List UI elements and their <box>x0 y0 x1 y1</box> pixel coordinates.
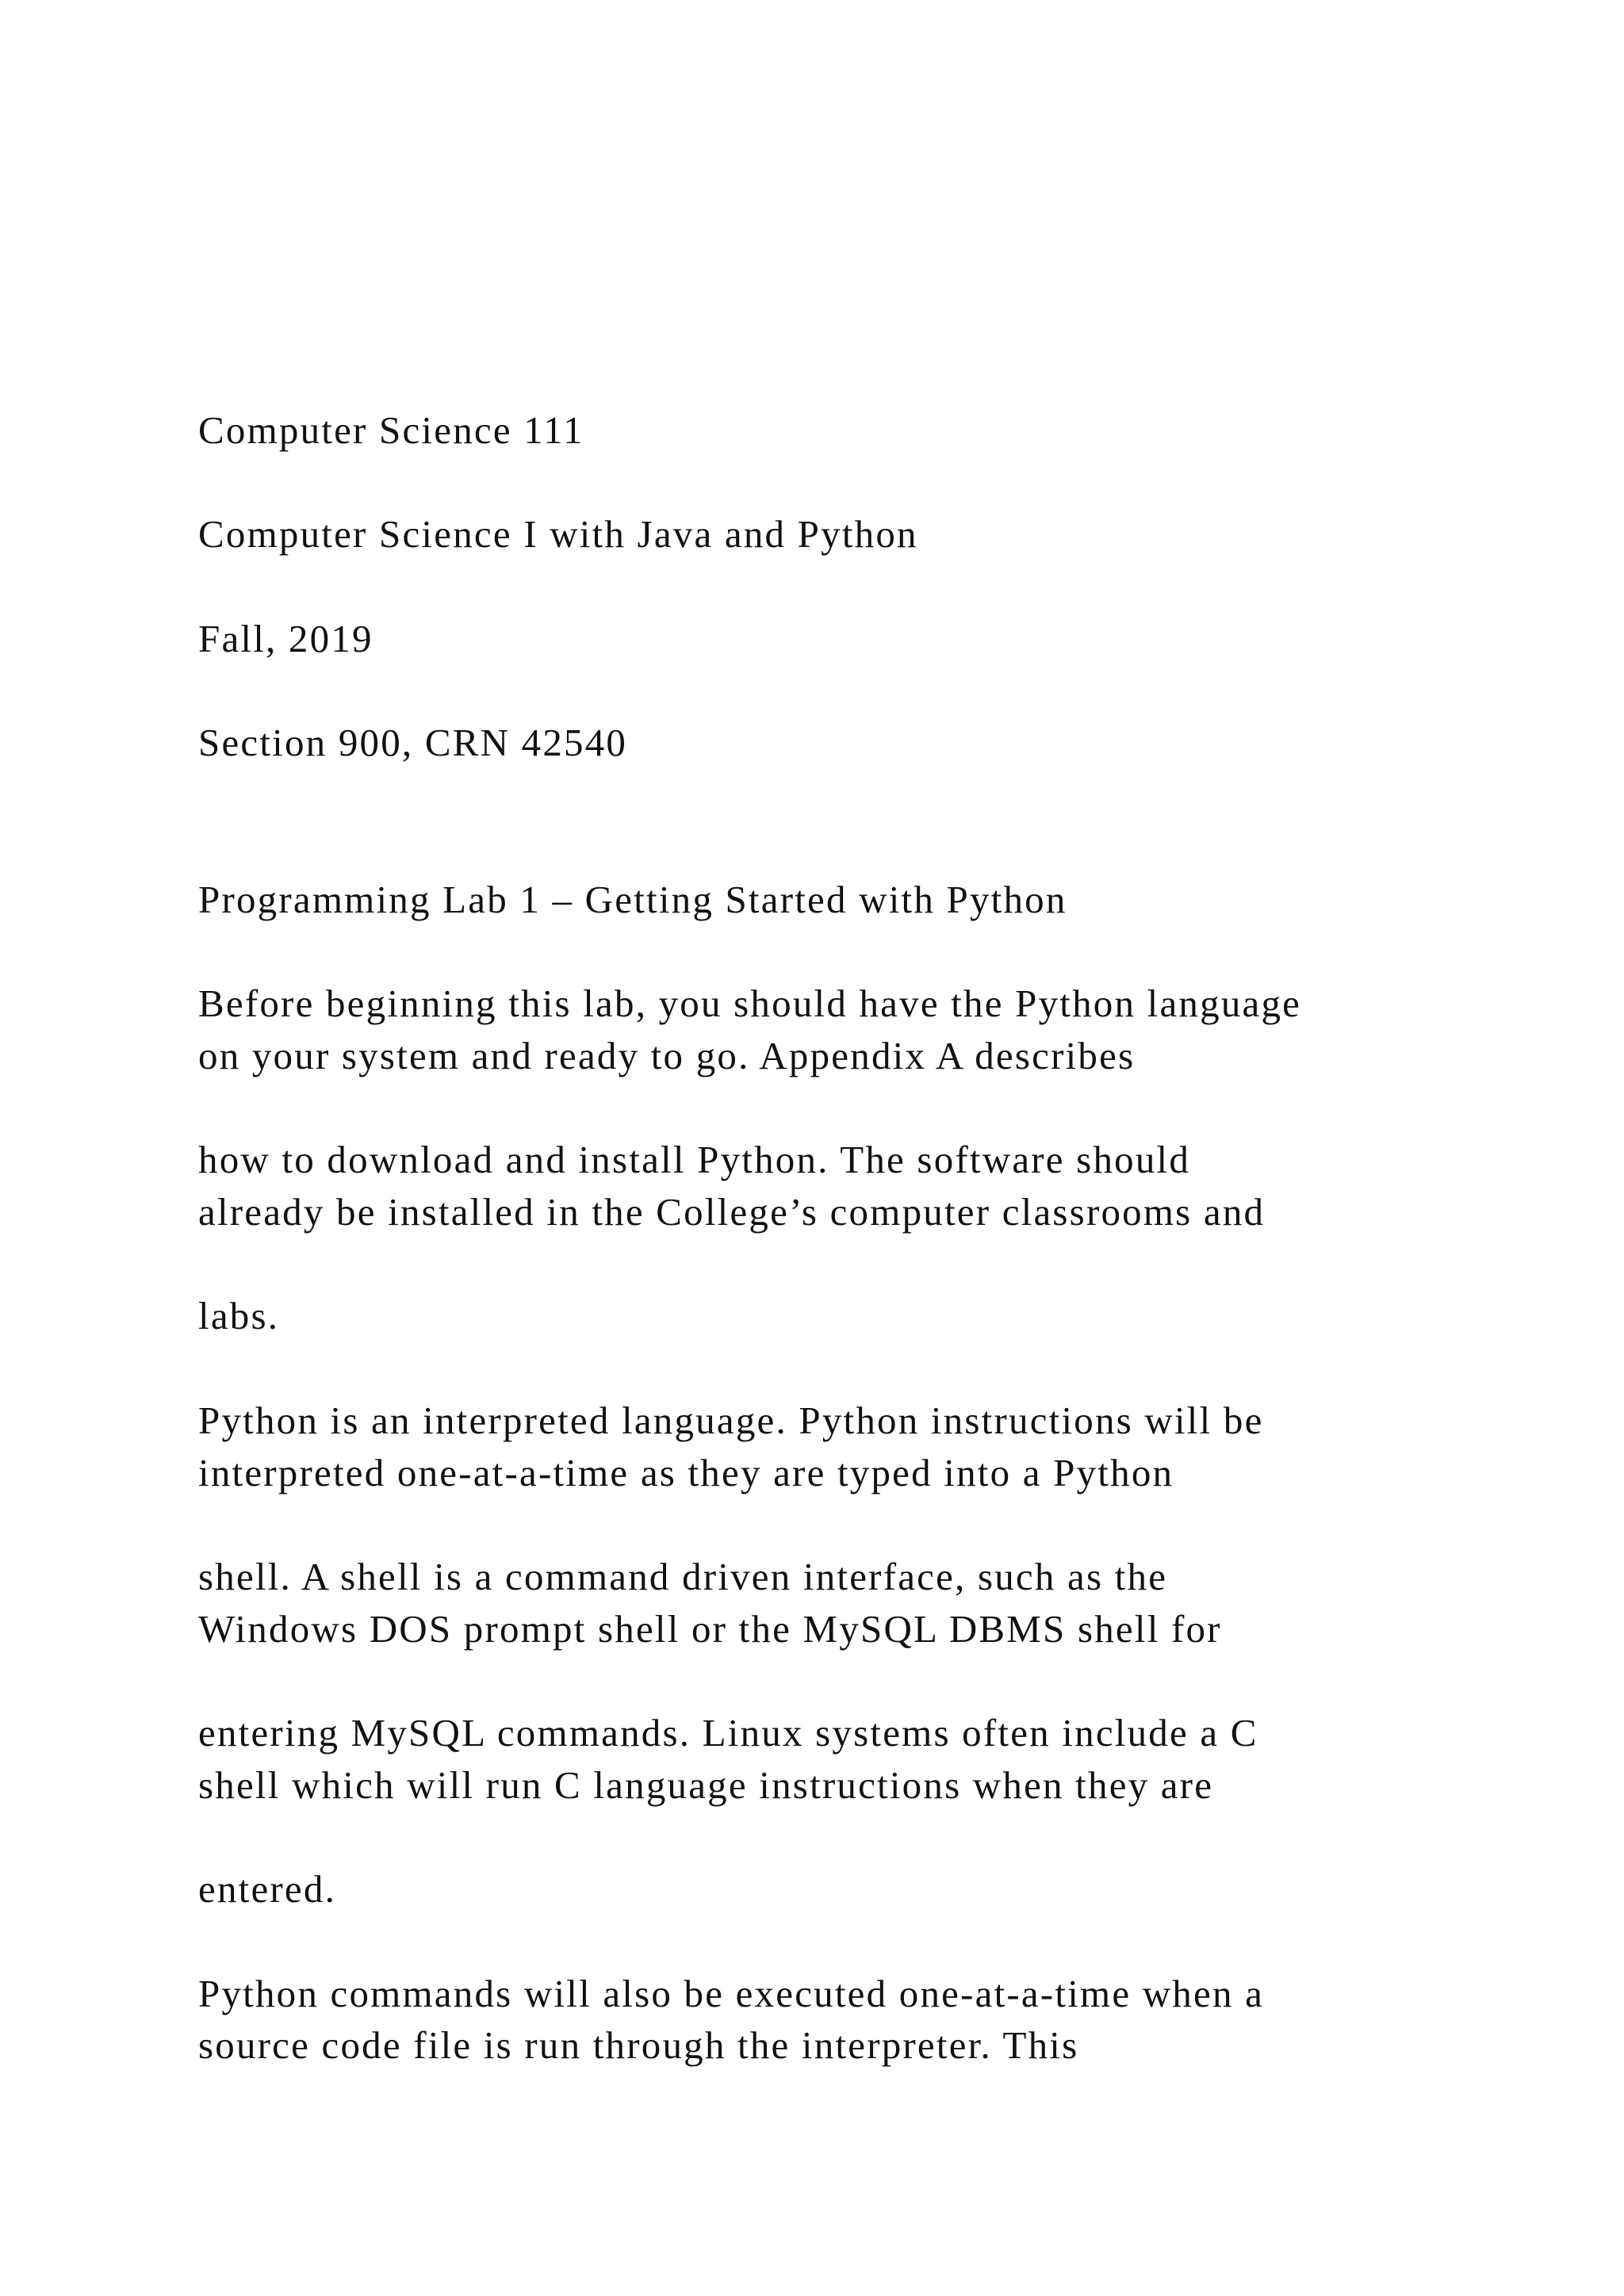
body-line: already be installed in the College’s computer classrooms and <box>198 1190 1266 1234</box>
body-line: shell. A shell is a command driven interface, such as the <box>198 1555 1168 1598</box>
course-number: Computer Science 111 <box>198 408 584 452</box>
body-line: interpreted one-at-a-time as they are typed into a Python <box>198 1451 1174 1494</box>
body-line: labs. <box>198 1294 280 1337</box>
lab-title: Programming Lab 1 – Getting Started with Python <box>198 878 1067 921</box>
body-line: shell which will run C language instructions when they are <box>198 1763 1214 1807</box>
body-line: entering MySQL commands. Linux systems often include a C <box>198 1711 1258 1755</box>
body-line: source code file is run through the interpreter. This <box>198 2023 1079 2067</box>
term: Fall, 2019 <box>198 617 373 660</box>
section-info: Section 900, CRN 42540 <box>198 721 628 764</box>
body-line: Python commands will also be executed one-at-a-time when a <box>198 1972 1265 2015</box>
body-line: Python is an interpreted language. Python instructions will be <box>198 1399 1264 1442</box>
body-line: how to download and install Python. The software should <box>198 1138 1191 1181</box>
body-line: entered. <box>198 1867 337 1911</box>
body-line: Before beginning this lab, you should have the Python language <box>198 982 1302 1025</box>
body-line: on your system and ready to go. Appendix A describes <box>198 1034 1136 1077</box>
body-line: Windows DOS prompt shell or the MySQL DBMS shell for <box>198 1607 1222 1651</box>
course-title: Computer Science I with Java and Python <box>198 512 918 556</box>
